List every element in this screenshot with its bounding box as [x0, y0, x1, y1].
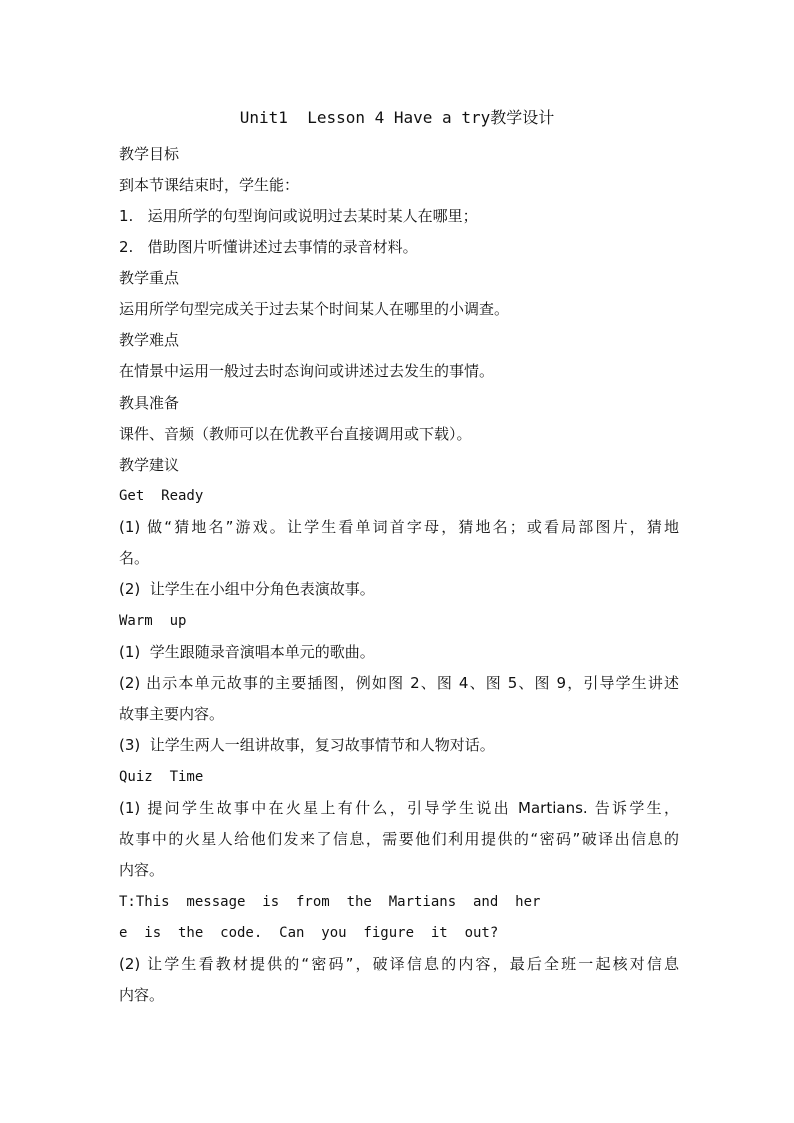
- dialogue-line: e is the code. Can you figure it out?: [119, 925, 499, 941]
- document-title: Unit1 Lesson 4 Have a try教学设计: [239, 108, 555, 127]
- heading-materials: 教具准备: [119, 394, 180, 412]
- list-item: (3) 让学生两人一组讲故事，复习故事情节和人物对话。: [119, 736, 495, 754]
- section-warm-up: Warm up: [119, 613, 187, 629]
- heading-key-points: 教学重点: [119, 269, 180, 287]
- paragraph-line: (1) 提问学生故事中在火星上有什么，引导学生说出 Martians. 告诉学生，: [119, 799, 679, 817]
- heading-teaching-goals: 教学目标: [119, 145, 180, 163]
- paragraph-line: 在情景中运用一般过去时态询问或讲述过去发生的事情。: [119, 362, 495, 380]
- paragraph-line: 课件、音频（教师可以在优教平台直接调用或下载）。: [119, 425, 472, 443]
- paragraph-line: (2) 出示本单元故事的主要插图，例如图 2、图 4、图 5、图 9，引导学生讲述: [119, 674, 679, 692]
- section-get-ready: Get Ready: [119, 488, 204, 504]
- paragraph-line: 故事主要内容。: [119, 705, 225, 723]
- section-quiz-time: Quiz Time: [119, 769, 204, 785]
- paragraph-line: 故事中的火星人给他们发来了信息，需要他们利用提供的“密码”破译出信息的: [119, 830, 679, 848]
- paragraph-line: 内容。: [119, 986, 165, 1004]
- list-item: (1) 学生跟随录音演唱本单元的歌曲。: [119, 643, 375, 661]
- paragraph-line: 内容。: [119, 861, 165, 879]
- dialogue-line: T:This message is from the Martians and her: [119, 894, 541, 910]
- paragraph-line: 到本节课结束时，学生能：: [119, 176, 300, 194]
- heading-difficulties: 教学难点: [119, 331, 180, 349]
- paragraph-line: (1) 做“猜地名”游戏。让学生看单词首字母，猜地名；或看局部图片，猜地: [119, 518, 679, 536]
- paragraph-line: (2) 让学生看教材提供的“密码”，破译信息的内容，最后全班一起核对信息: [119, 955, 679, 973]
- heading-suggestions: 教学建议: [119, 456, 180, 474]
- paragraph-line: 运用所学句型完成关于过去某个时间某人在哪里的小调查。: [119, 300, 510, 318]
- list-item: 1. 运用所学的句型询问或说明过去某时某人在哪里；: [119, 207, 478, 225]
- list-item: 2. 借助图片听懂讲述过去事情的录音材料。: [119, 238, 418, 256]
- paragraph-line: 名。: [119, 549, 150, 567]
- list-item: (2) 让学生在小组中分角色表演故事。: [119, 580, 375, 598]
